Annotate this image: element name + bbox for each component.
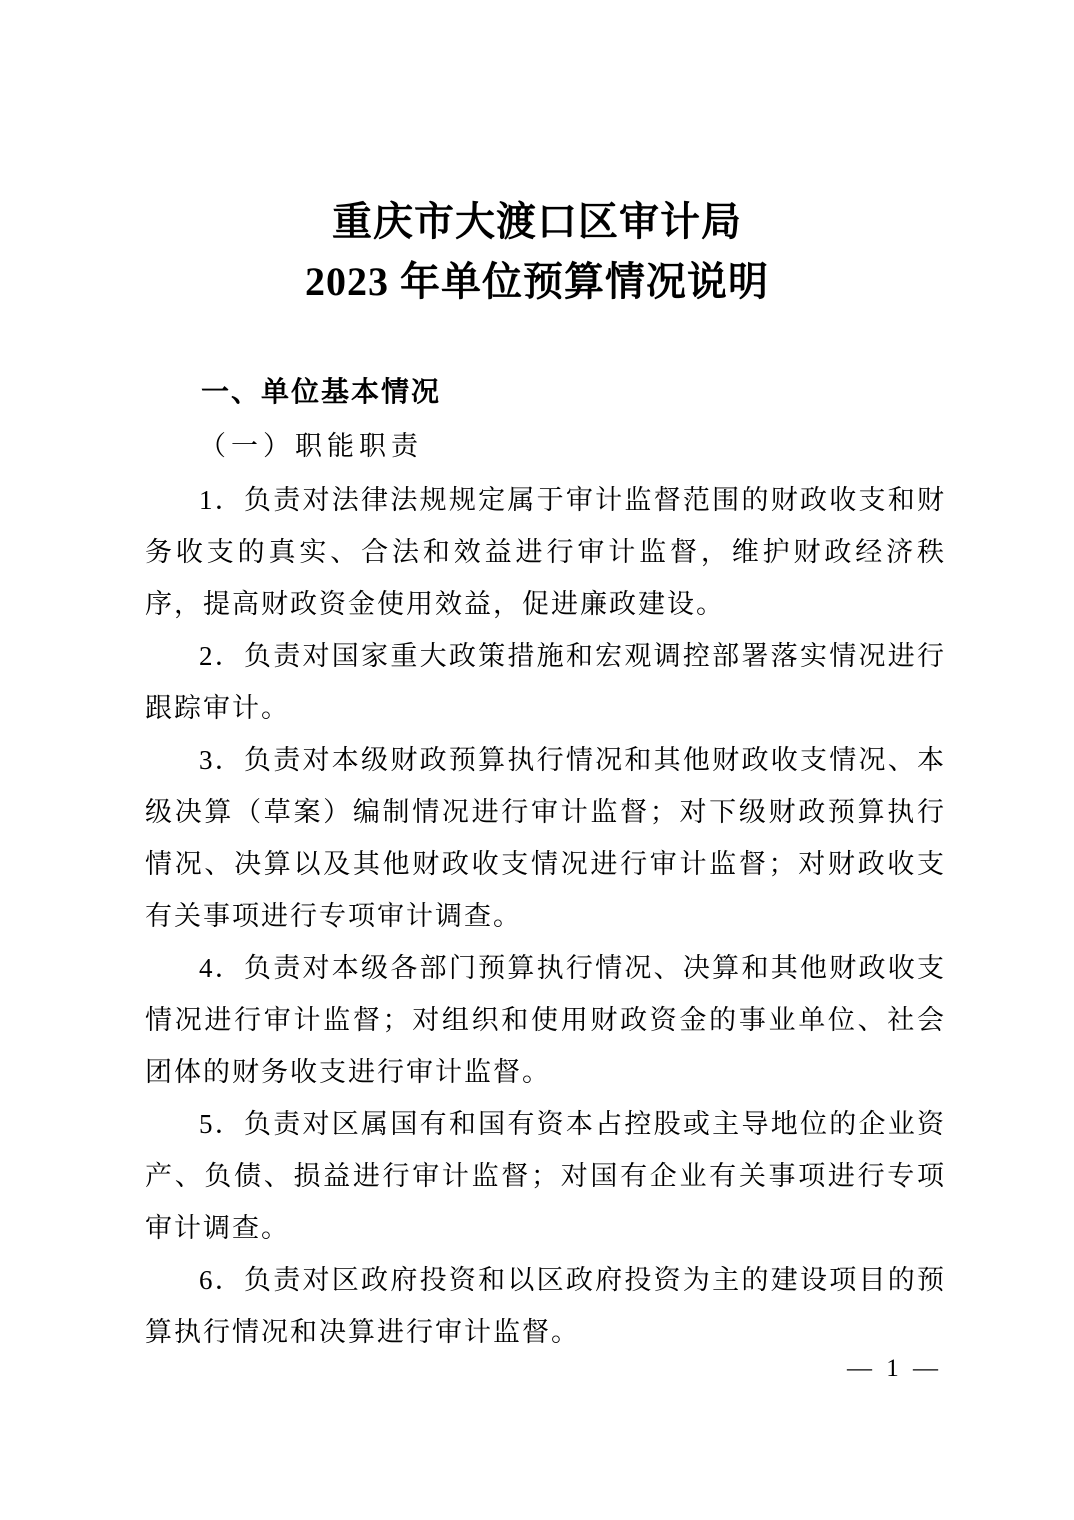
paragraph-4: 4．负责对本级各部门预算执行情况、决算和其他财政收支情况进行审计监督；对组织和使用财政资金的事业单位、社会团体的财务收支进行审计监督。 bbox=[145, 953, 946, 1087]
document-title-line1: 重庆市大渡口区审计局 bbox=[332, 199, 742, 244]
document-body bbox=[0, 374, 1074, 1358]
section-heading: 一、单位基本情况 bbox=[201, 376, 442, 407]
paragraph-5: 5．负责对区属国有和国有资本占控股或主导地位的企业资产、负债、损益进行审计监督；对国有企业有关事项进行专项审计调查。 bbox=[145, 1109, 946, 1243]
subsection-heading: （一）职能职责 bbox=[199, 431, 423, 461]
page-number: — 1 — bbox=[847, 1355, 942, 1382]
paragraph-1: 1．负责对法律法规规定属于审计监督范围的财政收支和财务收支的真实、合法和效益进行审计监督，维护财政经济秩序，提高财政资金使用效益，促进廉政建设。 bbox=[145, 485, 946, 619]
paragraph-6: 6．负责对区政府投资和以区政府投资为主的建设项目的预算执行情况和决算进行审计监督。 bbox=[145, 1265, 946, 1347]
paragraph-list bbox=[145, 474, 946, 1358]
document-title bbox=[0, 0, 1074, 312]
paragraph-2: 2．负责对国家重大政策措施和宏观调控部署落实情况进行跟踪审计。 bbox=[145, 641, 946, 723]
document-title-line2: 2023 年单位预算情况说明 bbox=[305, 259, 769, 304]
paragraph-3: 3．负责对本级财政预算执行情况和其他财政收支情况、本级决算（草案）编制情况进行审计监督；对下级财政预算执行情况、决算以及其他财政收支情况进行审计监督；对财政收支有关事项进行专项审计调查。 bbox=[145, 745, 946, 931]
